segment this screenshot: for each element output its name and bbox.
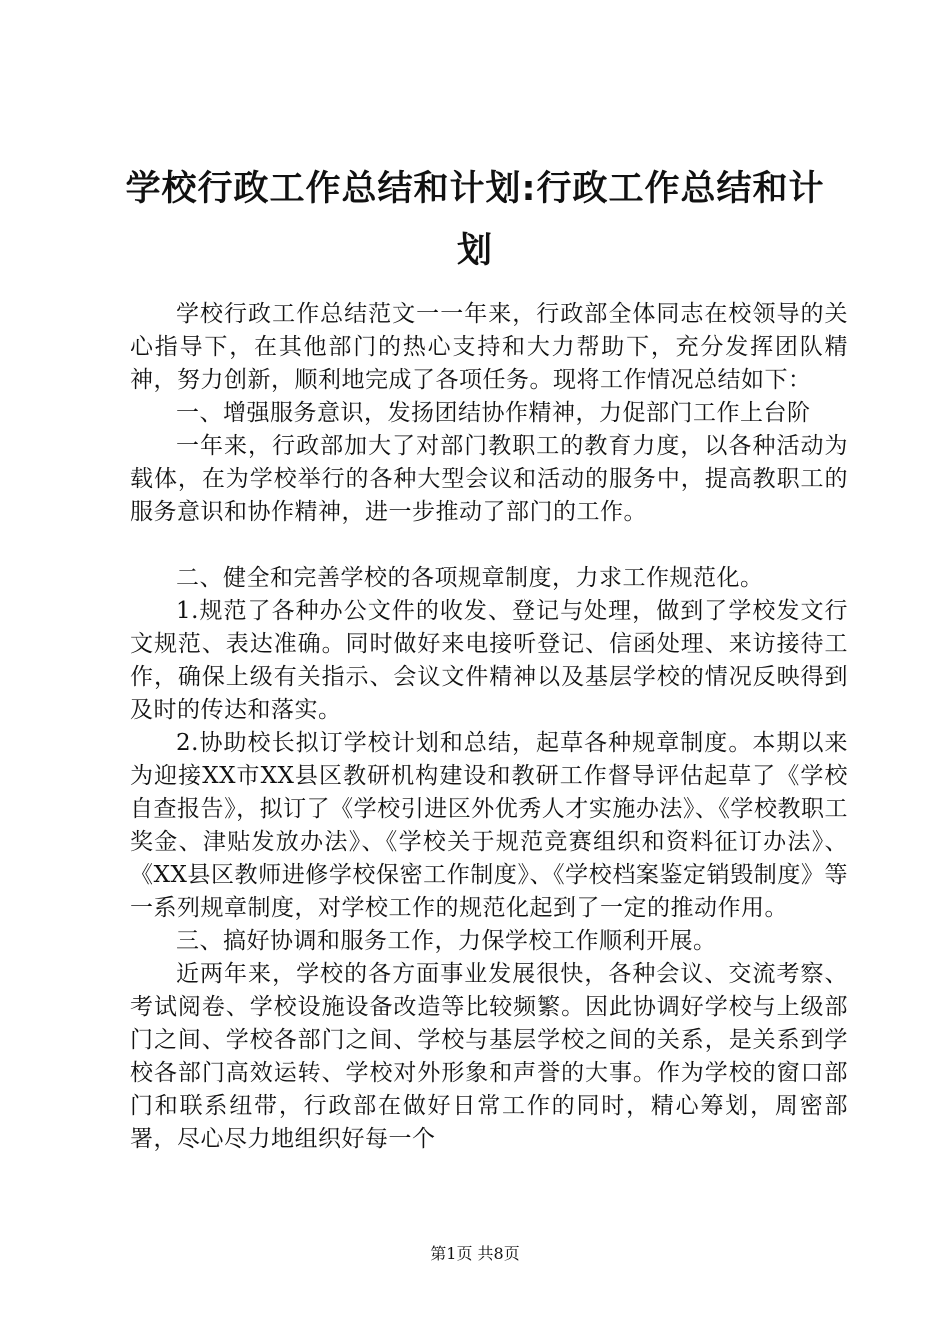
paragraph-item-1: 1.规范了各种办公文件的收发、登记与处理，做到了学校发文行文规范、表达准确。同时做好来电接听登记、信函处理、来访接待工作，确保上级有关指示、会议文件精神以及基层学校的情况反映得到及时的传达和落实。 (130, 598, 848, 723)
document-body (130, 298, 848, 1156)
page-footer: 第1页 共8页 (430, 1244, 520, 1263)
paragraph-item-2: 2.协助校长拟订学校计划和总结，起草各种规章制度。本期以来为迎接XX市XX县区教研机构建设和教研工作督导评估起草了《学校自查报告》，拟订了《学校引进区外优秀人才实施办法》、《学校教职工奖金、津贴发放办法》、《学校关于规范竞赛组织和资料征订办法》、《XX县区教师进修学校保密工作制度》、《学校档案鉴定销毁制度》等一系列规章制度，对学校工作的规范化起到了一定的推动作用。 (130, 730, 848, 921)
paragraph-section-3: 近两年来，学校的各方面事业发展很快，各种会议、交流考察、考试阅卷、学校设施设备改造等比较频繁。因此协调好学校与上级部门之间、学校各部门之间、学校与基层学校之间的关系，是关系到学校各部门高效运转、学校对外形象和声誉的大事。作为学校的窗口部门和联系纽带，行政部在做好日常工作的同时，精心筹划，周密部署，尽心尽力地组织好每一个 (130, 961, 848, 1152)
paragraph-intro: 学校行政工作总结范文一一年来，行政部全体同志在校领导的关心指导下，在其他部门的热心支持和大力帮助下，充分发挥团队精神，努力创新，顺利地完成了各项任务。现将工作情况总结如下： (130, 301, 848, 393)
heading-section-1: 一、增强服务意识，发扬团结协作精神，力促部门工作上台阶 (176, 400, 811, 426)
document-title: 学校行政工作总结和计划:行政工作总结和计划 (125, 169, 825, 271)
heading-section-3: 三、搞好协调和服务工作，力保学校工作顺利开展。 (176, 928, 717, 954)
paragraph-section-1: 一年来，行政部加大了对部门教职工的教育力度，以各种活动为载体，在为学校举行的各种大型会议和活动的服务中，提高教职工的服务意识和协作精神，进一步推动了部门的工作。 (130, 433, 848, 525)
heading-section-2: 二、健全和完善学校的各项规章制度，力求工作规范化。 (176, 565, 764, 591)
